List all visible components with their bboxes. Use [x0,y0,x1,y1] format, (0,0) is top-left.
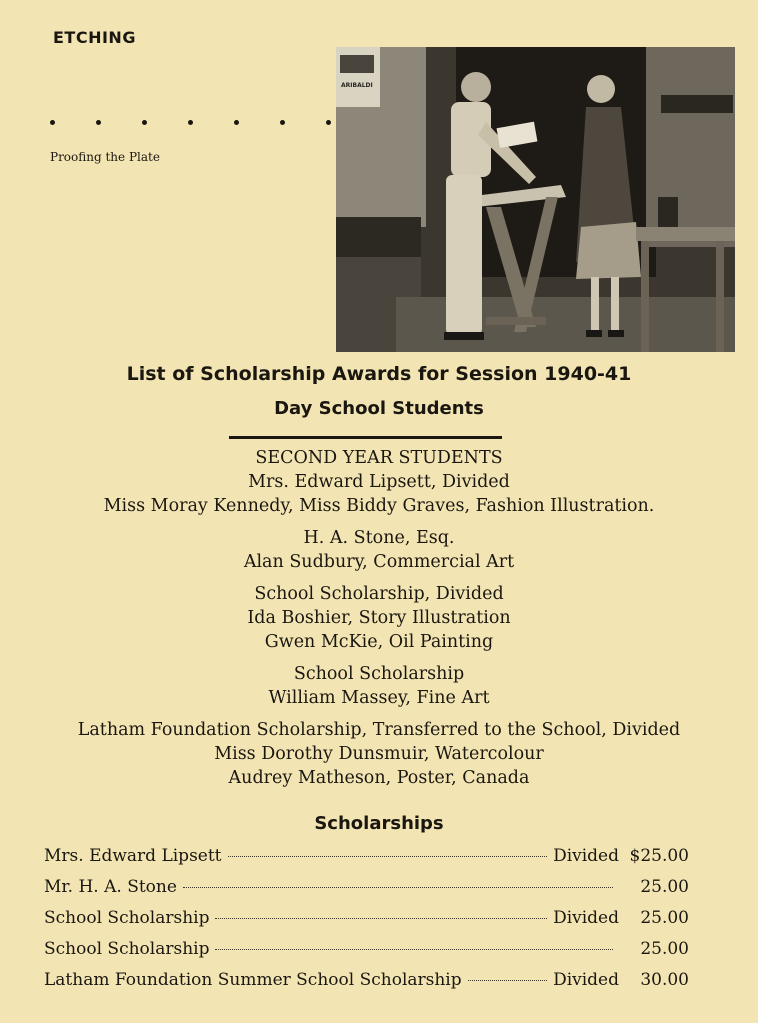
award-donor: Latham Foundation Scholarship, Transferred to the School, Divided [77,720,681,740]
award-group [0,662,758,710]
scholarship-note: Divided [553,908,619,928]
scholarship-row [44,970,689,1001]
poster-text: ARIBALDI [341,82,373,89]
award-group [0,582,758,654]
scholarship-amount: 25.00 [640,908,689,928]
scholarship-name: Mrs. Edward Lipsett [44,846,222,866]
scholarship-row [44,877,689,908]
scholarship-amount: 30.00 [640,970,689,990]
photo-caption: Proofing the Plate [50,150,160,164]
scholarship-name: Mr. H. A. Stone [44,877,177,897]
scholarships-table [44,846,689,1001]
scholarship-name: School Scholarship [44,939,210,959]
award-donor: H. A. Stone, Esq. [303,528,455,548]
award-donor: School Scholarship [293,664,465,684]
award-recipient: Miss Moray Kennedy, Miss Biddy Graves, Fashion Illustration. [103,496,655,516]
award-donor: Mrs. Edward Lipsett, Divided [248,472,510,492]
scholarship-row [44,908,689,939]
page-title: List of Scholarship Awards for Session 1940-41 [126,363,632,385]
award-recipient: Ida Boshier, Story Illustration [247,608,511,628]
award-group [0,718,758,790]
scholarship-note: Divided [553,846,619,866]
scholarships-heading: Scholarships [314,813,444,834]
scholarship-name: Latham Foundation Summer School Scholarship [44,970,462,990]
dot-leader [215,918,547,919]
dot-leader [215,949,613,950]
award-recipient: Audrey Matheson, Poster, Canada [228,768,530,788]
scholarship-row [44,939,689,970]
dot-leader [183,887,613,888]
award-recipient: William Massey, Fine Art [268,688,490,708]
scholarship-amount: 25.00 [640,939,689,959]
section-heading: ETCHING [53,28,136,47]
award-group [0,446,758,518]
award-recipient: Gwen McKie, Oil Painting [264,632,494,652]
page-subtitle: Day School Students [274,398,484,419]
award-donor: School Scholarship, Divided [254,584,504,604]
award-recipient: Miss Dorothy Dunsmuir, Watercolour [214,744,544,764]
scholarship-row [44,846,689,877]
dot-leader [468,980,547,981]
award-category: SECOND YEAR STUDENTS [255,448,503,468]
scholarship-note: Divided [553,970,619,990]
award-list [0,446,758,798]
scholarship-amount: $25.00 [629,846,689,866]
dot-leader [228,856,548,857]
award-recipient: Alan Sudbury, Commercial Art [243,552,515,572]
scholarship-name: School Scholarship [44,908,210,928]
divider [229,436,502,439]
award-group [0,526,758,574]
etching-photo [336,47,735,352]
scholarship-amount: 25.00 [640,877,689,897]
decorative-dots [50,120,372,125]
